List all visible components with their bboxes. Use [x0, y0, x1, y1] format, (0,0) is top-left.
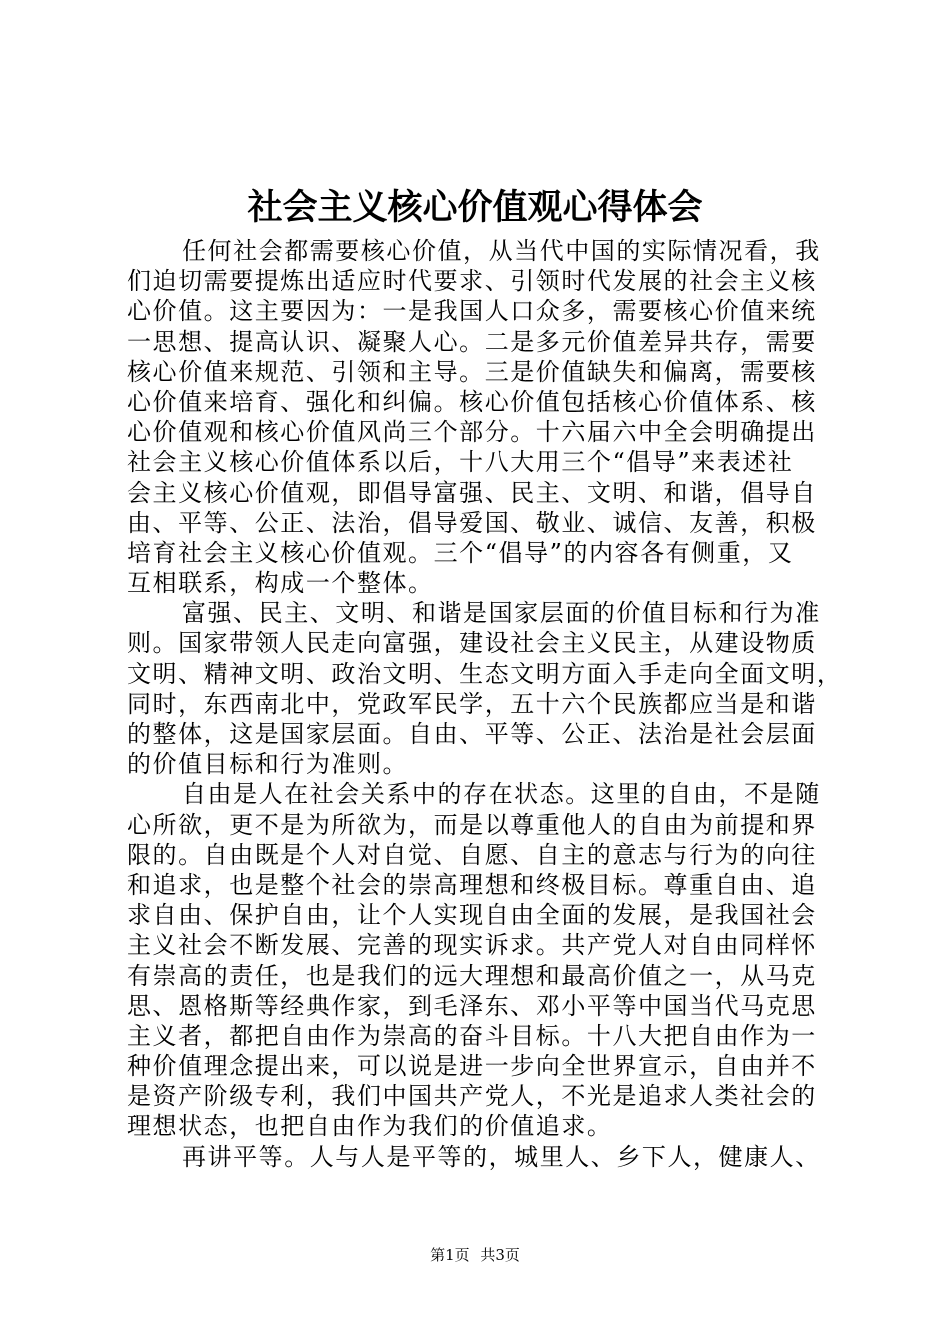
text-line: 同时，东西南北中，党政军民学，五十六个民族都应当是和谐 — [127, 689, 817, 718]
paragraph — [127, 1142, 827, 1172]
text-line: 有崇高的责任，也是我们的远大理想和最高价值之一，从马克 — [127, 961, 817, 990]
text-line: 富强、民主、文明、和谐是国家层面的价值目标和行为准 — [182, 599, 821, 628]
text-line: 互相联系，构成一个整体。 — [127, 569, 434, 598]
text-line: 文明、精神文明、政治文明、生态文明方面入手走向全面文明， — [127, 659, 843, 688]
text-line: 求自由、保护自由，让个人实现自由全面的发展，是我国社会 — [127, 901, 817, 930]
page-total: 共3页 — [480, 1246, 520, 1264]
text-line: 的整体，这是国家层面。自由、平等、公正、法治是社会层面 — [127, 720, 817, 748]
text-line: 限的。自由既是个人对自觉、自愿、自主的意志与行为的向往 — [127, 840, 817, 869]
text-line: 心所欲，更不是为所欲为，而是以尊重他人的自由为前提和界 — [127, 810, 817, 839]
document-title: 社会主义核心价值观心得体会 — [247, 187, 703, 228]
text-line: 和追求，也是整个社会的崇高理想和终极目标。尊重自由、追 — [127, 870, 817, 899]
text-line: 由、平等、公正、法治，倡导爱国、敬业、诚信、友善，积极 — [127, 508, 817, 537]
text-line: 是资产阶级专利，我们中国共产党人，不光是追求人类社会的 — [127, 1082, 817, 1111]
document-body — [127, 236, 843, 1172]
text-line: 理想状态，也把自由作为我们的价值追求。 — [127, 1112, 613, 1141]
text-line: 种价值理念提出来，可以说是进一步向全世界宣示，自由并不 — [127, 1052, 817, 1081]
text-line: 则。国家带领人民走向富强，建设社会主义民主，从建设物质 — [127, 629, 817, 658]
paragraph — [127, 598, 843, 779]
text-line: 培育社会主义核心价值观。三个“倡导”的内容各有侧重，又 — [127, 538, 794, 567]
text-line: 再讲平等。人与人是平等的，城里人、乡下人，健康人、 — [182, 1142, 821, 1171]
text-line: 的价值目标和行为准则。 — [127, 750, 409, 779]
text-line: 心价值。这主要因为：一是我国人口众多，需要核心价值来统 — [127, 297, 817, 326]
text-line: 心价值观和核心价值风尚三个部分。十六届六中全会明确提出 — [127, 418, 817, 447]
text-line: 们迫切需要提炼出适应时代要求、引领时代发展的社会主义核 — [127, 267, 817, 296]
text-line: 一思想、提高认识、凝聚人心。二是多元价值差异共存，需要 — [127, 327, 817, 356]
page-footer — [0, 1245, 950, 1265]
text-line: 思、恩格斯等经典作家，到毛泽东、邓小平等中国当代马克思 — [127, 991, 817, 1020]
text-line: 会主义核心价值观，即倡导富强、民主、文明、和谐，倡导自 — [127, 478, 817, 507]
text-line: 任何社会都需要核心价值，从当代中国的实际情况看，我 — [182, 237, 821, 265]
paragraph — [127, 236, 827, 598]
text-line: 心价值来培育、强化和纠偏。核心价值包括核心价值体系、核 — [127, 387, 817, 416]
text-line: 核心价值来规范、引领和主导。三是价值缺失和偏离，需要核 — [127, 357, 817, 386]
page-number: 第1页 — [430, 1246, 470, 1264]
text-line: 主义者，都把自由作为崇高的奋斗目标。十八大把自由作为一 — [127, 1021, 817, 1050]
text-line: 主义社会不断发展、完善的现实诉求。共产党人对自由同样怀 — [127, 931, 817, 960]
text-line: 社会主义核心价值体系以后，十八大用三个“倡导”来表述社 — [127, 448, 794, 477]
paragraph — [127, 779, 827, 1141]
text-line: 自由是人在社会关系中的存在状态。这里的自由，不是随 — [182, 780, 821, 809]
